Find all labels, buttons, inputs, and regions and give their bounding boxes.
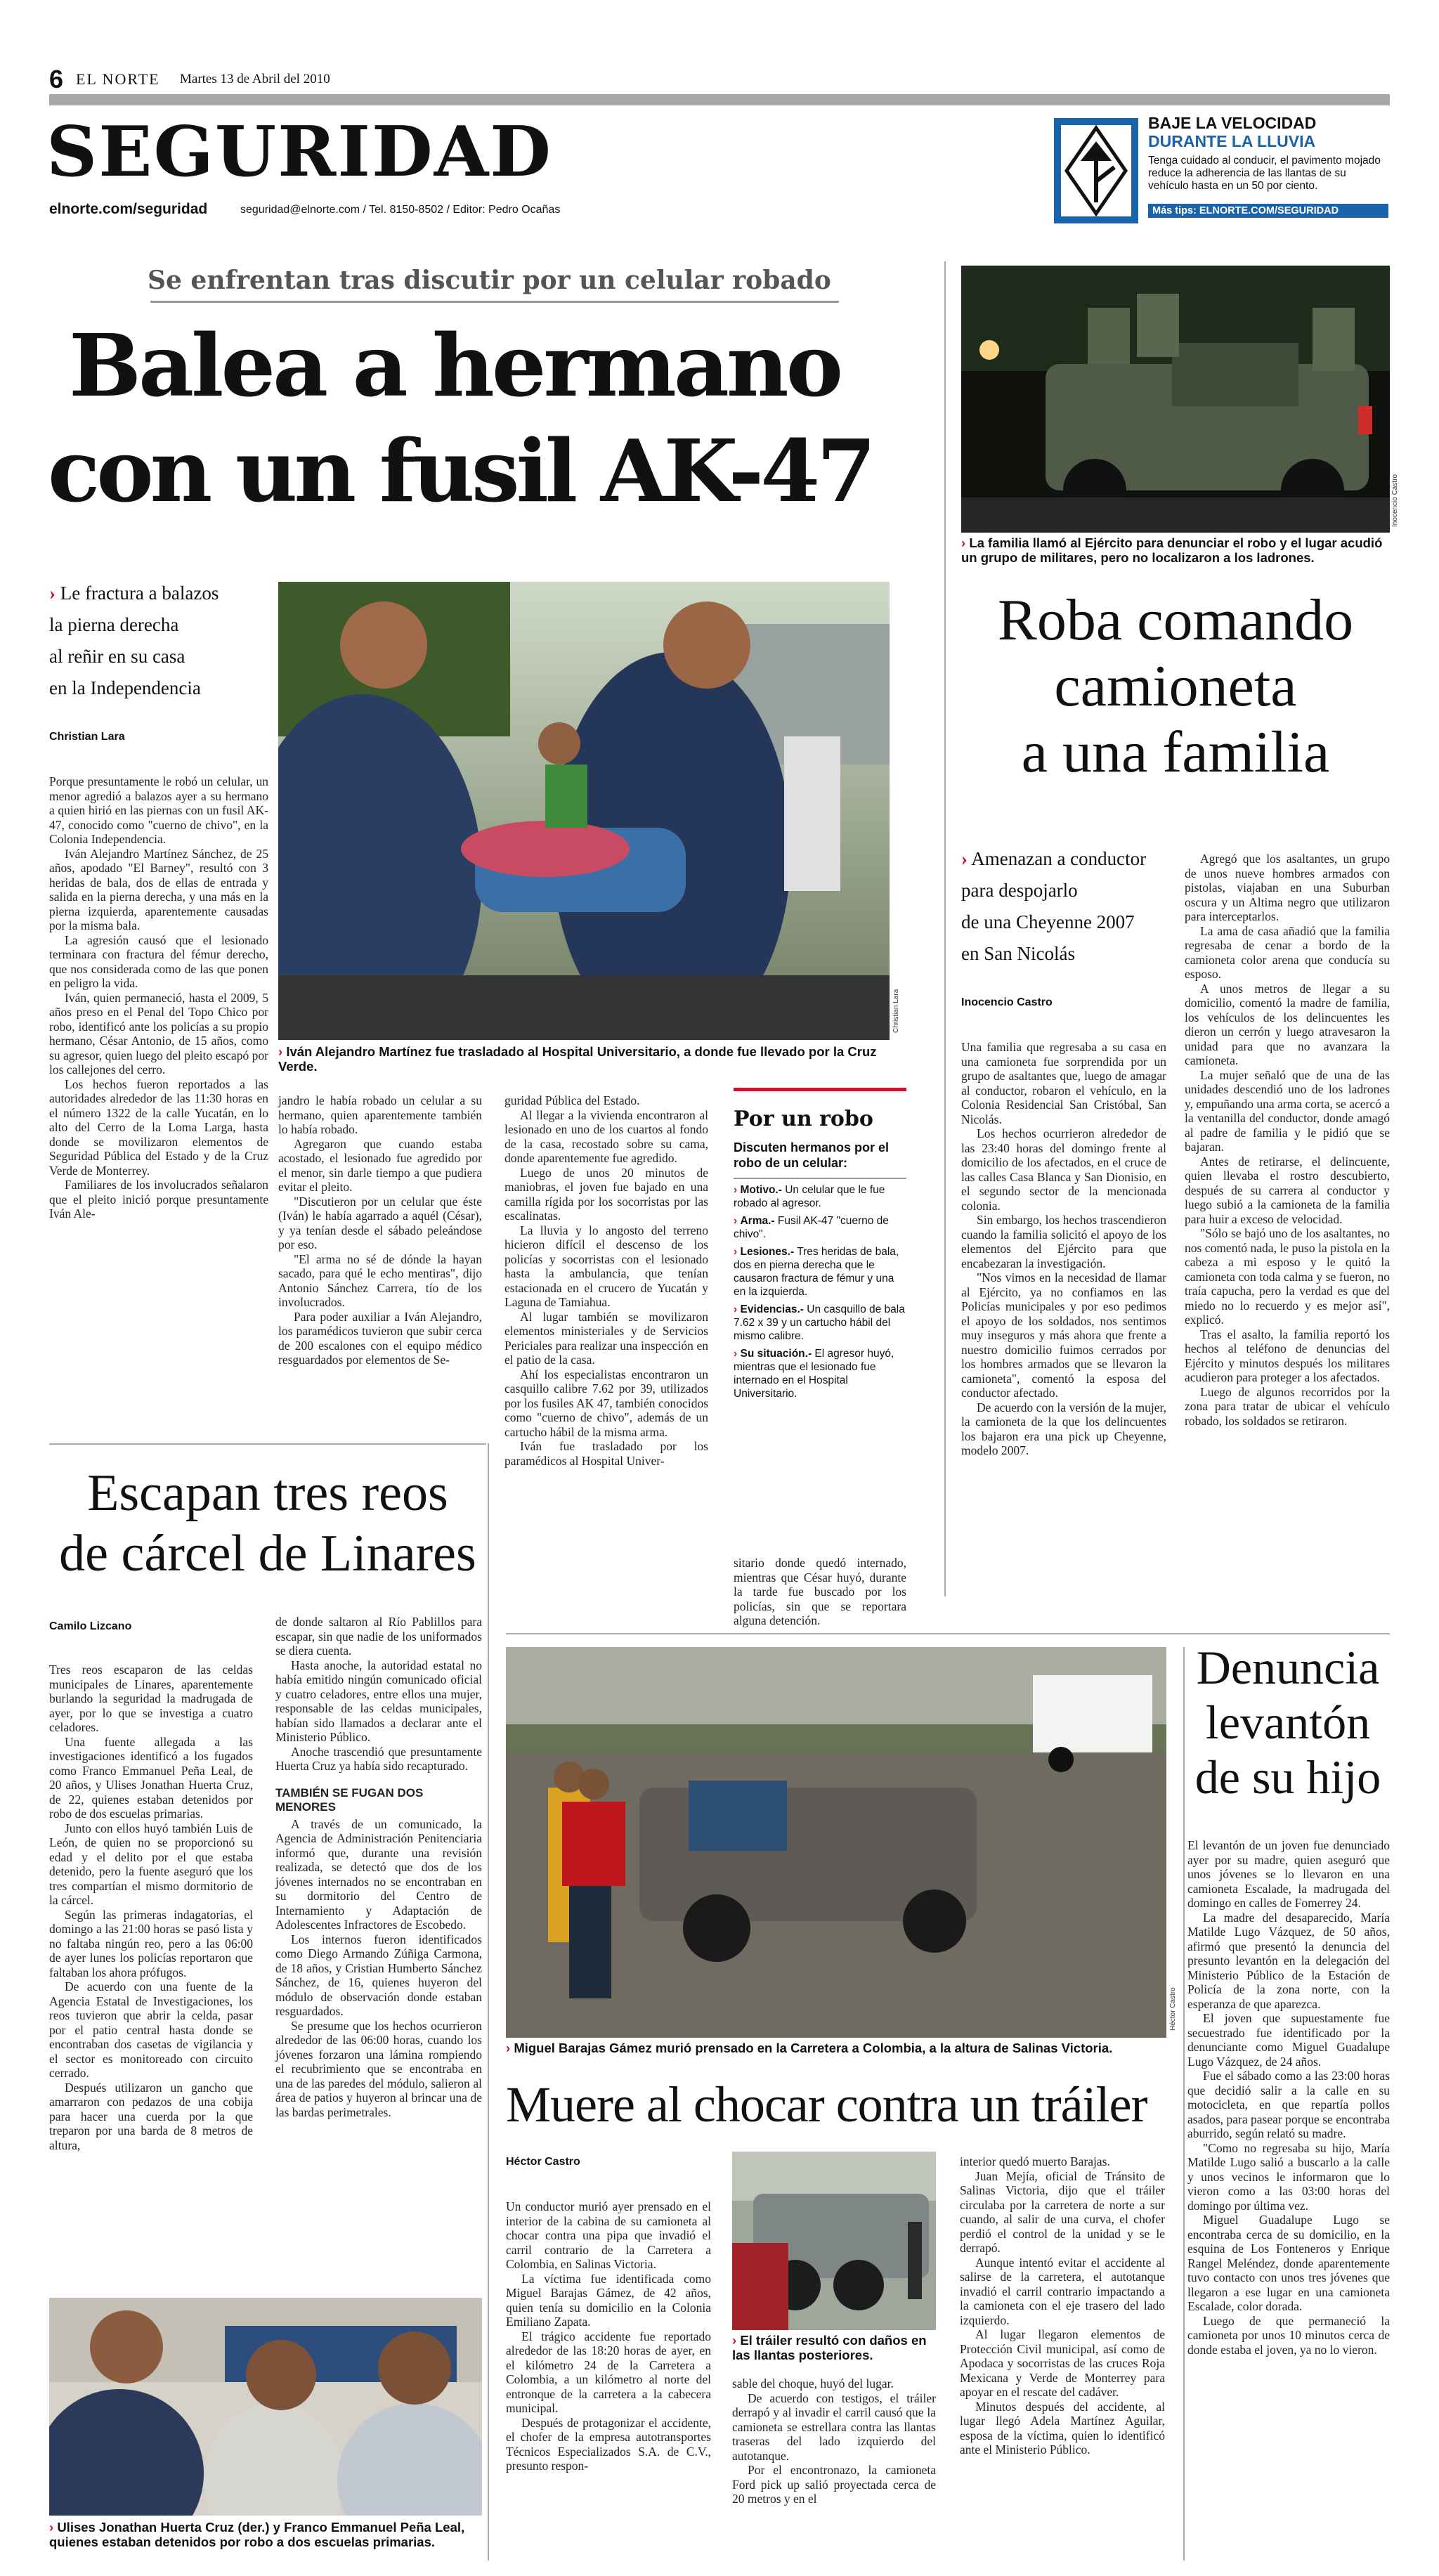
paragraph: guridad Pública del Estado. xyxy=(504,1093,640,1107)
ad-body: Tenga cuidado al conducir, el pavimento mojado reduce la adherencia de las llantas de su vehículo hasta en un 50 por ciento. xyxy=(1148,155,1381,192)
story3-subhead: TAMBIÉN SE FUGAN DOS MENORES xyxy=(275,1785,424,1814)
paragraph: Fue el sábado como a las 23:00 horas que decidió salir a la calle en su motocicleta, en que repartía pollos asados, para pasear porque se encontraba aburrido, según relató su madre. xyxy=(1187,2069,1390,2140)
section-divider xyxy=(49,1443,486,1445)
paragraph: Los hechos ocurrieron alrededor de las 23:40 horas del domingo frente al domicilio de los afectados, en el cruce de las calles Casa Blanca y San Dionisio, en el segundo sector de la mencionada colonia. xyxy=(961,1126,1166,1213)
column-divider xyxy=(944,261,946,1596)
story1-photo-credit: Christian Lara xyxy=(892,989,900,1033)
paragraph: Al llegar a la vivienda encontraron al lesionado en uno de los cuartos al fondo de la casa, recostado sobre su cama, donde aparentemente fue agredido. xyxy=(504,1107,708,1165)
paragraph: Una fuente allegada a las investigaciones identificó a los fugados como Franco Emmanuel Peña Leal, de 20 años, y Ulises Jonathan Huerta Cruz, de 22, quienes estaban detenidos por robo de dos escuelas primarias. xyxy=(49,1734,253,1821)
paragraph: Anoche trascendió que presuntamente Huerta Cruz ya había sido recapturado. xyxy=(275,1744,482,1773)
story4-column-1 xyxy=(506,2199,711,2473)
paragraph: "Nos vimos en la necesidad de llamar al Ejército, ya no confiamos en las Policías municipales y por eso pedimos el apoyo de los soldados, nos sentimos muy inseguros y más ahora que frente a nuestro domicilio fuimos cerrados por los hombres armados que se llevaron la camioneta", comentó la esposa del conductor afectado. xyxy=(961,1270,1166,1400)
story1-column-4 xyxy=(734,1556,906,1628)
story2-photo-caption: › La familia llamó al Ejército para denunciar el robo y el lugar acudió un grupo de militares, pero no localizaron a los ladrones. xyxy=(961,535,1383,565)
paragraph: Según las primeras indagatorias, el domingo a las 21:00 horas se pasó lista y no faltaba ningún reo, pero a las 06:00 de ayer lunes los policías reportaron que faltaban los ahora prófugos. xyxy=(49,1907,253,1979)
ad-subtitle: DURANTE LA LLUVIA xyxy=(1148,132,1316,150)
story2-headline xyxy=(961,587,1390,786)
story1-column-2 xyxy=(278,1093,482,1367)
header-rule xyxy=(49,94,1390,105)
paragraph: La lluvia y lo angosto del terreno hicieron difícil el descenso de los policías y socorristas con el lesionado hasta la ambulancia, que tenían estacionada en el crucero de Yucatán y Laguna de Tamiahua. xyxy=(504,1223,708,1309)
story5-column-1 xyxy=(1187,1838,1390,2357)
paragraph: La víctima fue identificada como Miguel Barajas Gámez, de 42 años, quien tenía su domicilio en la Colonia Emiliano Zapata. xyxy=(506,2271,711,2329)
story5-headline xyxy=(1186,1640,1390,1804)
paragraph: jandro le había robado un celular a su hermano, quien aparentemente también lo había robado. xyxy=(278,1093,482,1136)
headline-line: de cárcel de Linares xyxy=(59,1525,476,1582)
deck-line: en la Independencia xyxy=(49,677,201,698)
paragraph: Un conductor murió ayer prensado en el interior de la cabina de su camioneta al chocar contra una pipa que invadió el carril contrario de la Carretera a Colombia, en Salinas Victoria. xyxy=(506,2199,711,2271)
paper-name: EL NORTE xyxy=(76,70,160,88)
caption-text: El tráiler resultó con daños en las llantas posteriores. xyxy=(732,2333,927,2362)
story1-byline: Christian Lara xyxy=(49,731,125,743)
paragraph: sable del choque, huyó del lugar. xyxy=(732,2376,894,2390)
story4-small-photo-caption: › El tráiler resultó con daños en las llantas posteriores. xyxy=(732,2333,927,2362)
deck-line: Le fractura a balazos xyxy=(60,583,219,604)
road-sign-icon xyxy=(1054,118,1138,223)
section-divider xyxy=(506,1633,1390,1634)
paragraph: Agregó que los asaltantes, un grupo de unos nueve hombres armados con pistolas, viajaban en una Suburban oscura y un Altima negro que utilizaron para interceptarlos. xyxy=(1185,852,1390,923)
paragraph: De acuerdo con una fuente de la Agencia Estatal de Investigaciones, los reos tuvieron que abrir la celda, pasar por el patio central hasta donde se encontraban dos casetas de vigilancia y el sector es monitoreado con circuito cerrado. xyxy=(49,1979,253,2080)
paragraph: Los internos fueron identificados como Diego Armando Zúñiga Carmona, de 18 años, y Cristian Humberto Sánchez Sánchez, de 16, quienes huyeron del módulo de observación donde estaban resguardados. xyxy=(275,1932,482,2018)
paragraph: sitario donde quedó internado, mientras que César huyó, durante la tarde fue buscado por los policías, sin que se reportara alguna detención. xyxy=(734,1556,906,1627)
paragraph: El levantón de un joven fue denunciado ayer por su madre, quien aseguró que unos jóvenes se lo llevaron en una camioneta Escalade, la madrugada del domingo en calles de Fomerrey 24. xyxy=(1187,1838,1390,1910)
section-url[interactable]: elnorte.com/seguridad xyxy=(49,201,208,217)
paragraph: Agregaron que cuando estaba acostado, el lesionado fue agredido por el menor, sin darle tiempo a que pudiera evitar el pleito. xyxy=(278,1136,482,1194)
paragraph: Minutos después del accidente, al lugar llegó Adela Martínez Aguilar, esposa de la víctima, quien lo identificó ante el Ministerio Público. xyxy=(960,2399,1165,2457)
paragraph: Porque presuntamente le robó un celular, un menor agredió a balazos ayer a su hermano a quien hirió en las piernas con un fusil AK-47, conocido como "cuerno de chivo", en la Colonia Independencia. xyxy=(49,774,268,846)
fact-item: › Su situación.- El agresor huyó, mientras que el lesionado fue internado en el Hospital Universitario. xyxy=(734,1348,894,1400)
fact-item: › Arma.- Fusil AK-47 "cuerno de chivo". xyxy=(734,1215,889,1240)
headline-line: de su hijo xyxy=(1194,1750,1381,1804)
fact-box xyxy=(734,1088,906,1405)
paragraph: Por el encontronazo, la camioneta Ford pick up salió proyectada cerca de 20 metros y en el xyxy=(732,2463,936,2506)
issue-date: Martes 13 de Abril del 2010 xyxy=(180,72,330,86)
story2-column-2 xyxy=(1185,852,1390,1428)
paragraph: "El arma no sé de dónde la hayan sacado, para qué le echo mentiras", dijo Antonio Sánchez Carrera, tío de los involucrados. xyxy=(278,1251,482,1309)
paragraph: Junto con ellos huyó también Luis de León, de quien no se proporcionó su edad y el delito por el que estaba detenido, pero la fuente aseguró que los tres compartían el mismo dormitorio de la cárcel. xyxy=(49,1821,253,1907)
paragraph: interior quedó muerto Barajas. xyxy=(960,2154,1110,2168)
paragraph: A unos metros de llegar a su domicilio, comentó la madre de familia, los vehículos de los delincuentes les dieron un cerrón y luego atravesaron la unidad para que no avanzara la camioneta. xyxy=(1185,981,1390,1067)
paragraph: Juan Mejía, oficial de Tránsito de Salinas Victoria, dijo que el tráiler circulaba por la carretera de norte a sur cuando, al salir de una curva, el chofer perdió el control de la unidad y se le derrapó. xyxy=(960,2168,1165,2255)
paragraph: Al lugar llegaron elementos de Protección Civil municipal, así como de Apodaca y socorristas de las cruces Roja Mexicana y Verde de Monterrey para apoyar en el rescate del cadáver. xyxy=(960,2327,1165,2399)
column-divider xyxy=(488,1443,489,2561)
story1-column-1 xyxy=(49,774,268,1221)
paragraph: de donde saltaron al Río Pablillos para escapar, sin que nadie de los uniformados se diera cuenta. xyxy=(275,1615,482,1658)
story1-column-3 xyxy=(504,1093,708,1468)
story4-headline: Muere al chocar contra un tráiler xyxy=(506,2076,1147,2133)
fact-item: › Motivo.- Un celular que le fue robado al agresor. xyxy=(734,1184,885,1209)
story3-photo xyxy=(49,2298,482,2516)
story3-column-1 xyxy=(49,1663,253,2152)
fact-box-subtitle: Discuten hermanos por el robo de un celular: xyxy=(734,1140,890,1170)
paragraph: Aunque intentó evitar el accidente al salirse de la carretera, el autotanque invadió el carril contrario impactando a la camioneta con el eje trasero del lado izquierdo. xyxy=(960,2255,1165,2327)
headline-line: Roba comando xyxy=(997,587,1354,653)
story3-column-2 xyxy=(275,1615,482,2119)
paragraph: El joven que supuestamente fue secuestrado fue identificado por la denunciante como Miguel Guadalupe Lugo Vázquez, de 24 años. xyxy=(1187,2011,1390,2069)
paragraph: "Discutieron por un celular que éste (Iván) le había agarrado a aquél (César), y ya tenían desde el sábado peleándose por eso. xyxy=(278,1194,482,1251)
paragraph: Iván Alejandro Martínez Sánchez, de 25 años, apodado "El Barney", resultó con 3 heridas de bala, dos de ellas de entrada y salida en la pierna derecha, y una más en la pierna izquierda, aparentemente causadas por la misma bala. xyxy=(49,846,268,932)
deck-line: la pierna derecha xyxy=(49,614,179,635)
fact-item: › Lesiones.- Tres heridas de bala, dos en pierna derecha que le causaron fractura de fémur y una en la izquierda. xyxy=(734,1246,899,1298)
headline-line: Denuncia xyxy=(1196,1641,1380,1694)
paragraph: A través de un comunicado, la Agencia de Administración Penitenciaria informó que, durante una revisión realizada, se detectó que dos de los jóvenes internados no se encontraban en su dormitorio del Centro de Internamiento y Adaptación de Adolescentes Infractores de Escobedo. xyxy=(275,1816,482,1932)
story1-kicker: Se enfrentan tras discutir por un celular robado xyxy=(148,266,831,295)
paragraph: Tres reos escaparon de las celdas municipales de Linares, aparentemente burlando la seguridad la madrugada de ayer, por lo que se investiga a cuatro celadores. xyxy=(49,1663,253,1734)
paragraph: Iván, quien permaneció, hasta el 2009, 5 años preso en el Penal del Topo Chico por robo, identificó ante los policías a su propio hermano, César Antonio, de 15 años, como su agresor, quien luego del pleito escapó por los callejones del cerro. xyxy=(49,990,268,1076)
paragraph: Iván fue trasladado por los paramédicos al Hospital Univer- xyxy=(504,1439,708,1468)
column-divider xyxy=(1183,1647,1185,2561)
headline-line: levantón xyxy=(1205,1696,1371,1749)
paragraph: Tras el asalto, la familia reportó los hechos al teléfono de denuncias del Ejército y minutos después los militares acudieron para proteger a los afectados. xyxy=(1185,1327,1390,1384)
deck-line: para despojarlo xyxy=(961,880,1078,901)
story1-headline-line1: Balea a hermano xyxy=(69,315,840,416)
story2-deck: › Amenazan a conductor para despojarlo de una Cheyenne 2007 en San Nicolás xyxy=(961,843,1186,970)
deck-line: al reñir en su casa xyxy=(49,646,185,667)
paragraph: El trágico accidente fue reportado alrededor de las 18:20 horas de ayer, en el kilómetro 24 de la Carretera a Colombia, a un kilómetro al norte del entronque de la carretera a la cabecera municipal. xyxy=(506,2329,711,2415)
paragraph: "Sólo se bajó uno de los asaltantes, no nos comentó nada, le puso la pistola en la cabeza a mi esposo y le quitó la camioneta con toda calma y se fueron, no traía capucha, pero la verdad es que del miedo no lo recuerdo y es mejor así", explicó. xyxy=(1185,1226,1390,1327)
story4-photo xyxy=(506,1647,1166,2038)
fact-box-title: Por un robo xyxy=(734,1107,873,1131)
story4-small-photo xyxy=(732,2152,936,2330)
story3-headline xyxy=(49,1463,486,1584)
section-contact: seguridad@elnorte.com / Tel. 8150-8502 / Editor: Pedro Ocañas xyxy=(240,204,561,216)
paragraph: Los hechos fueron reportados a las autoridades alrededor de las 11:30 horas en el número 1322 de la calle Yucatán, en lo alto del Cerro de la Loma Larga, hasta donde se movilizaron elementos de Seguridad Pública del Estado y de la Cruz Verde de Monterrey. xyxy=(49,1076,268,1178)
section-title: SEGURIDAD xyxy=(46,112,553,193)
paragraph: Luego de unos 20 minutos de maniobras, el joven fue bajado en una camilla rígida por los socorristas por las escalinatas. xyxy=(504,1165,708,1223)
paragraph: Hasta anoche, la autoridad estatal no había emitido ningún comunicado oficial y cuatro celadores, entre ellos una mujer, responsable de las celdas municipales, habían sido llamados a declarar ante el Ministerio Público. xyxy=(275,1658,482,1744)
story2-photo-credit: Inocencio Castro xyxy=(1391,474,1399,527)
story2-byline: Inocencio Castro xyxy=(961,996,1053,1008)
caption-text: Iván Alejandro Martínez fue trasladado al Hospital Universitario, a donde fue llevado por la Cruz Verde. xyxy=(278,1044,877,1074)
story4-photo-credit: Héctor Castro xyxy=(1169,1987,1177,2031)
deck-line: de una Cheyenne 2007 xyxy=(961,911,1135,932)
paragraph: Después de protagonizar el accidente, el chofer de la empresa autotransportes Técnicos Especializados S.A. de C.V., presunto respon- xyxy=(506,2415,711,2473)
paragraph: Miguel Guadalupe Lugo se encontraba cerca de su domicilio, en la esquina de Los Fonteneros y Enrique Rangel Meléndez, donde aparentemente tuvo contacto con unos tres jóvenes que llegaron a ese lugar en una camioneta Escalade, color dorada. xyxy=(1187,2213,1390,2313)
story2-photo xyxy=(961,266,1390,533)
story3-byline: Camilo Lizcano xyxy=(49,1620,132,1632)
story4-column-3 xyxy=(960,2154,1165,2457)
story1-headline-line2: con un fusil AK-47 xyxy=(48,420,873,521)
fact-item: › Evidencias.- Un casquillo de bala 7.62 x 39 y un cartucho hábil del mismo calibre. xyxy=(734,1303,905,1342)
story3-photo-caption: › Ulises Jonathan Huerta Cruz (der.) y Franco Emmanuel Peña Leal, quienes estaban detenidos por robo a dos escuelas primarias. xyxy=(49,2520,465,2549)
page-number: 6 xyxy=(49,65,64,93)
paragraph: La ama de casa añadió que la familia regresaba de cenar a bordo de la camioneta color arena que conducía su esposo. xyxy=(1185,923,1390,981)
paragraph: Una familia que regresaba a su casa en una camioneta fue sorprendida por un grupo de asaltantes que, luego de amagar al conductor, robaron el vehículo, en la Colonia Residencial San Cristóbal, San Nicolás. xyxy=(961,1040,1166,1126)
paragraph: Antes de retirarse, el delincuente, quien llevaba el rostro descubierto, después de su carrera al conductor y luego subió a la camioneta de la familia para huir a exceso de velocidad. xyxy=(1185,1154,1390,1226)
paragraph: Ahí los especialistas encontraron un casquillo calibre 7.62 por 39, utilizados por los fusiles AK 47, también conocidos como "cuerno de chivo", además de un cartucho hábil de la misma arma. xyxy=(504,1367,708,1439)
paragraph: Se presume que los hechos ocurrieron alrededor de las 06:00 horas, cuando los jóvenes forzaron una lámina rompiendo el recubrimiento que se encontraba en una de las paredes del módulo, salieron al área de patios y huyeron al brincar una de las bardas perimetrales. xyxy=(275,2018,482,2119)
deck-line: Amenazan a conductor xyxy=(971,848,1147,869)
paragraph: Sin embargo, los hechos trascendieron cuando la familia solicitó el apoyo de los elementos del Ejército para que encabezaran la investigación. xyxy=(961,1213,1166,1270)
tip-ad xyxy=(1054,114,1390,226)
paragraph: Al lugar también se movilizaron elementos ministeriales y de Servicios Periciales para realizar una inspección en el patio de la casa. xyxy=(504,1309,708,1367)
headline-line: Escapan tres reos xyxy=(87,1464,448,1522)
caption-text: La familia llamó al Ejército para denunciar el robo y el lugar acudió un grupo de militares, pero no localizaron a los ladrones. xyxy=(961,535,1383,565)
kicker-rule xyxy=(150,301,839,303)
caption-text: Ulises Jonathan Huerta Cruz (der.) y Franco Emmanuel Peña Leal, quienes estaban detenidos por robo a dos escuelas primarias. xyxy=(49,2520,465,2549)
caption-text: Miguel Barajas Gámez murió prensado en la Carretera a Colombia, a la altura de Salinas Victoria. xyxy=(514,2041,1113,2055)
paragraph: La mujer señaló que de una de las unidades descendió uno de los ladrones y, empuñando una arma corta, se acercó a la ventanilla del conductor, donde amagó al padre de familia y le pidió que se bajaran. xyxy=(1185,1067,1390,1154)
paragraph: La agresión causó que el lesionado terminara con fractura del fémur derecho, que nos considerada como de las que ponen en peligro la vida. xyxy=(49,932,268,990)
deck-line: en San Nicolás xyxy=(961,943,1075,964)
paragraph: Familiares de los involucrados señalaron que el pleito inició porque presuntamente Iván Ale- xyxy=(49,1178,268,1221)
paragraph: Después utilizaron un gancho que amarraron con pedazos de una cobija para hacer una cuerda por la que treparon por una barda de 8 metros de altura, xyxy=(49,2080,253,2152)
story1-photo-caption: › Iván Alejandro Martínez fue trasladado al Hospital Universitario, a donde fue llevado por la Cruz Verde. xyxy=(278,1044,877,1074)
story1-deck: › Le fractura a balazos la pierna derecha al reñir en su casa en la Independencia xyxy=(49,578,274,704)
headline-line: a una familia xyxy=(1021,720,1330,785)
story4-byline: Héctor Castro xyxy=(506,2156,580,2168)
paragraph: Para poder auxiliar a Iván Alejandro, los paramédicos tuvieron que subir cerca de 200 escalones con el equipo médico resguardados por elementos de Se- xyxy=(278,1309,482,1367)
paragraph: Luego de algunos recorridos por la zona para tratar de ubicar el vehículo robado, los soldados se retiraron. xyxy=(1185,1384,1390,1428)
story1-photo xyxy=(278,582,890,1040)
ad-title: BAJE LA VELOCIDAD xyxy=(1148,114,1317,132)
story4-column-2 xyxy=(732,2376,936,2506)
paragraph: Luego de que permaneció la camioneta por unos 10 minutos cerca de donde estaba el joven, ya no lo vieron. xyxy=(1187,2313,1390,2357)
paragraph: "Como no regresaba su hijo, María Matilde Lugo salió a buscarlo a la calle y unos vecinos le informaron que lo vieron como a las 03:00 horas del domingo por última vez. xyxy=(1187,2140,1390,2213)
paragraph: La madre del desaparecido, María Matilde Lugo Vázquez, de 50 años, afirmó que presentó la denuncia del presunto levantón en la delegación del Ministerio Público de la Estación de Policía de la zona norte, con la esperanza de que aparezca. xyxy=(1187,1910,1390,2011)
headline-line: camioneta xyxy=(1054,653,1297,719)
story2-column-1 xyxy=(961,1040,1166,1458)
paragraph: De acuerdo con la versión de la mujer, la camioneta de la que los delincuentes los bajaron era una pick up Cheyenne, modelo 2007. xyxy=(961,1400,1166,1457)
ad-more-tips[interactable]: Más tips: ELNORTE.COM/SEGURIDAD xyxy=(1148,204,1388,218)
paragraph: De acuerdo con testigos, el tráiler derrapó y al invadir el carril causó que la camioneta se estrellara contra las llantas traseras del lado izquierdo del autotanque. xyxy=(732,2390,936,2463)
story4-photo-caption: › Miguel Barajas Gámez murió prensado en la Carretera a Colombia, a la altura de Salinas Victoria. xyxy=(506,2041,1113,2055)
